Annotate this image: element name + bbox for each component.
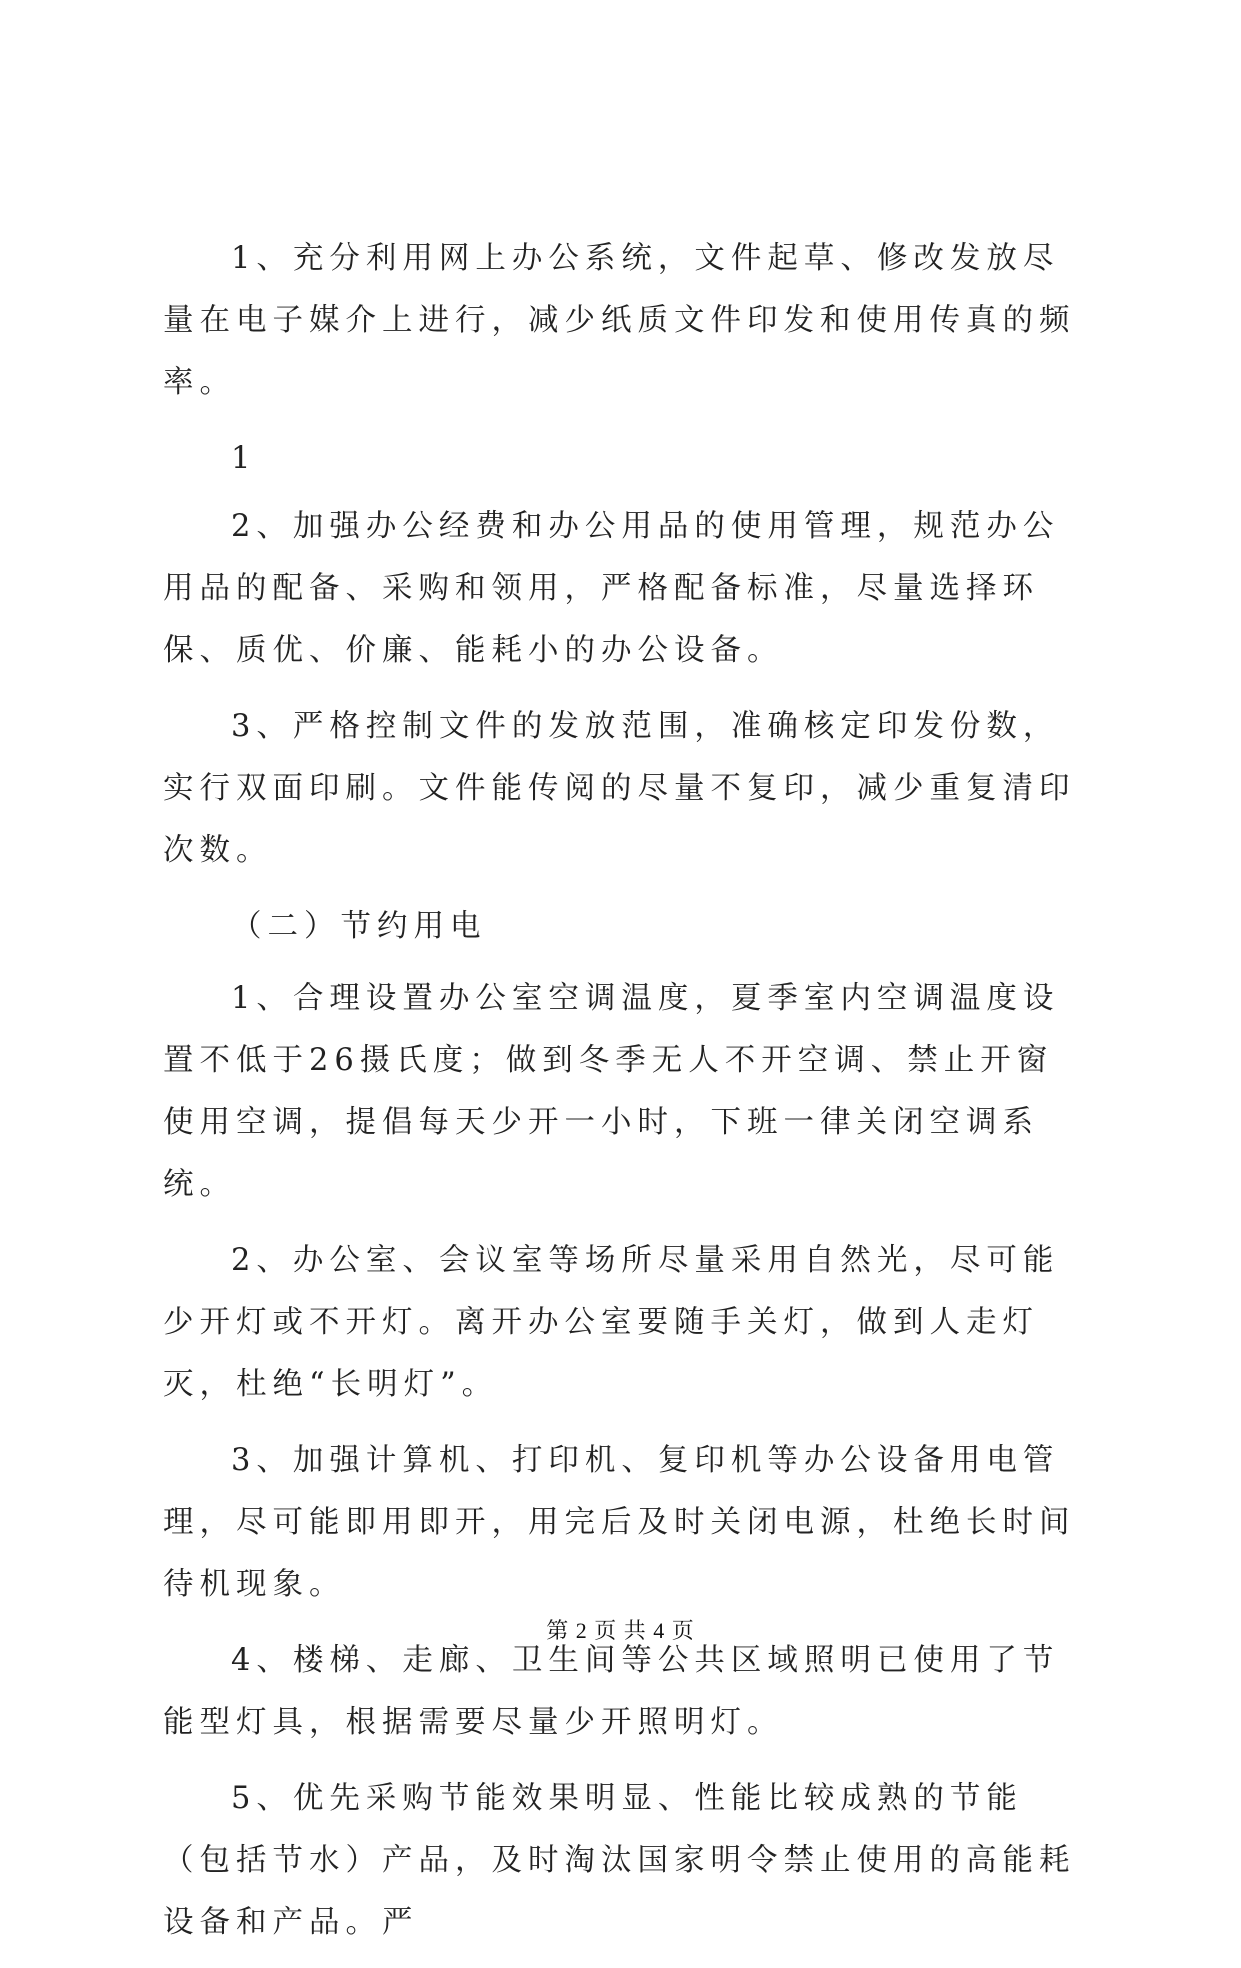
- document-body: [163, 228, 1083, 1968]
- paragraph-2: 2、加强办公经费和办公用品的使用管理，规范办公用品的配备、采购和领用，严格配备标准，尽量选择环保、质优、价廉、能耗小的办公设备。: [163, 509, 1060, 668]
- page-number: 第 2 页 共 4 页: [546, 1618, 695, 1643]
- paragraph-4: 1、合理设置办公室空调温度，夏季室内空调温度设置不低于26摄氏度；做到冬季无人不开空调、禁止开窗使用空调，提倡每天少开一小时，下班一律关闭空调系统。: [163, 981, 1060, 1202]
- paragraph-8: 5、优先采购节能效果明显、性能比较成熟的节能（包括节水）产品，及时淘汰国家明令禁止使用的高能耗设备和产品。严: [163, 1781, 1076, 1940]
- paragraph-6: 3、加强计算机、打印机、复印机等办公设备用电管理，尽可能即用即开，用完后及时关闭电源，杜绝长时间待机现象。: [163, 1443, 1076, 1602]
- page-footer: [0, 1614, 1241, 1645]
- paragraph-1: 1、充分利用网上办公系统，文件起草、修改发放尽量在电子媒介上进行，减少纸质文件印发和使用传真的频率。: [163, 241, 1076, 400]
- section-heading: （二）节约用电: [231, 909, 487, 944]
- paragraph-3: 3、严格控制文件的发放范围，准确核定印发份数，实行双面印刷。文件能传阅的尽量不复印，减少重复清印次数。: [163, 709, 1076, 868]
- paragraph-5: 2、办公室、会议室等场所尽量采用自然光，尽可能少开灯或不开灯。离开办公室要随手关灯，做到人走灯灭，杜绝“长明灯”。: [163, 1243, 1060, 1402]
- paragraph-7: 4、楼梯、走廊、卫生间等公共区域照明已使用了节能型灯具，根据需要尽量少开照明灯。: [163, 1643, 1060, 1740]
- stray-number: 1: [231, 441, 257, 476]
